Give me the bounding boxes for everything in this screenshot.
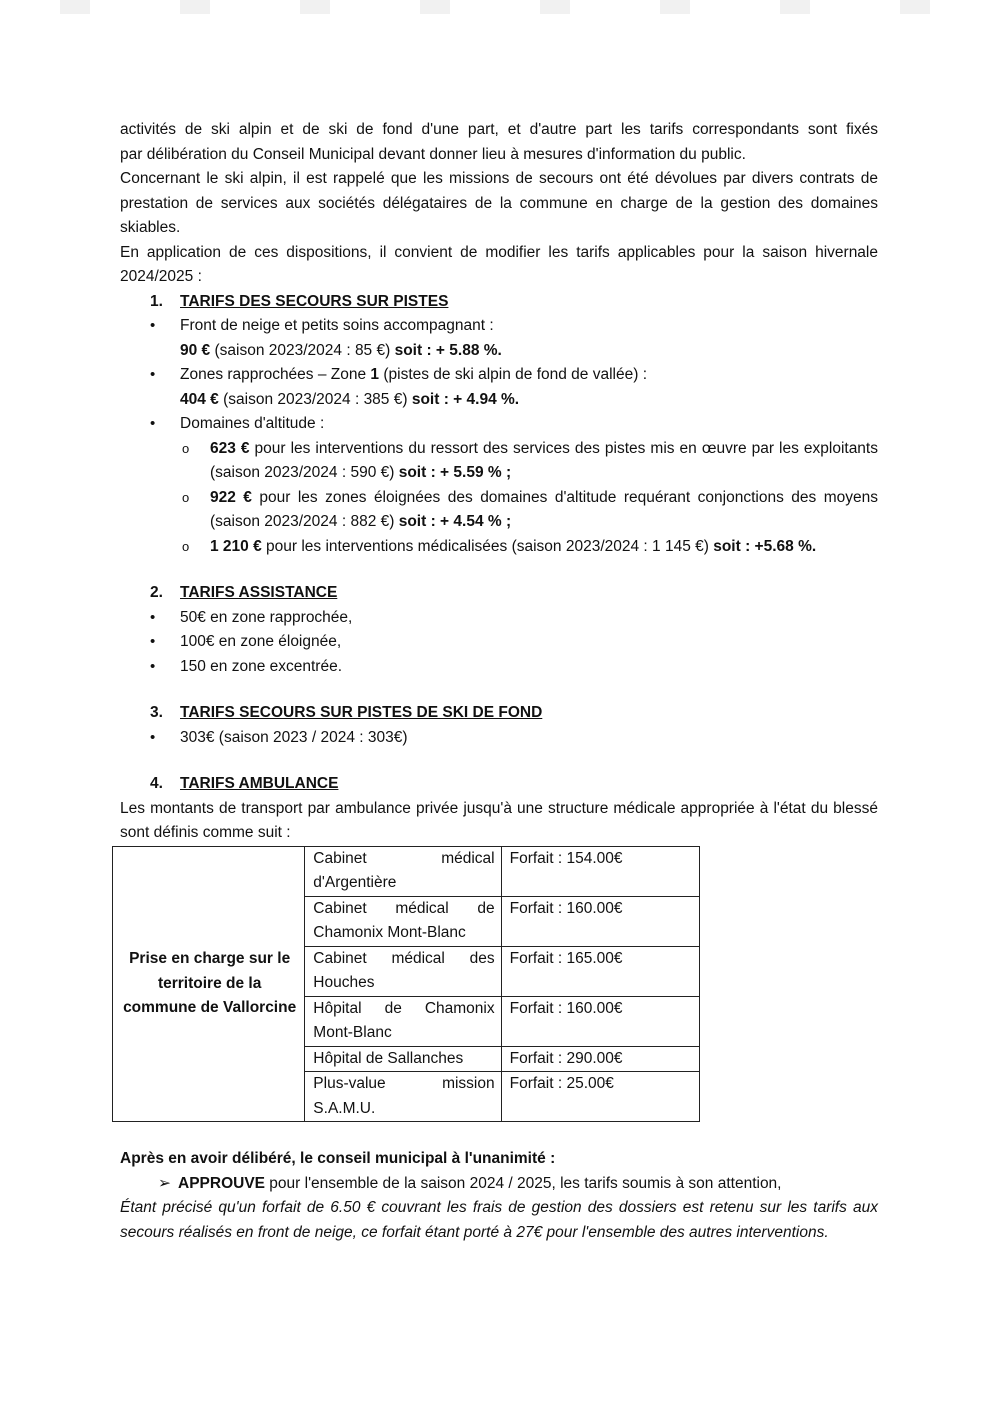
section-4-title: TARIFS AMBULANCE (180, 775, 339, 792)
item-label-suffix: (pistes de ski alpin de fond de vallée) : (379, 366, 648, 383)
table-cell-price: Forfait : 25.00€ (501, 1072, 699, 1122)
arrow-bullet-icon: ➢ (158, 1174, 171, 1192)
section-3-title: TARIFS SECOURS SUR PISTES DE SKI DE FOND (180, 704, 543, 721)
item-price: 404 € (180, 390, 219, 408)
approve-word: APPROUVE (178, 1174, 265, 1192)
table-cell-place: Hôpital de Sallanches (305, 1046, 501, 1072)
list-item (120, 412, 878, 437)
item-price: 623 € (210, 439, 250, 457)
item-text: pour les interventions médicalisées (saison 2023/2024 : 1 145 €) (261, 537, 714, 555)
section-1-title: TARIFS DES SECOURS SUR PISTES (180, 292, 449, 310)
item-previous: (saison 2023/2024 : 385 €) (218, 390, 412, 408)
intro-line-1: activités de ski alpin et de ski de fond d'une part, et d'autre part les tarifs correspondants sont fixés (120, 121, 878, 138)
sublist-item (120, 486, 878, 535)
item-price: 1 210 € (210, 537, 262, 555)
list-item (120, 363, 878, 412)
section-2-list (120, 606, 878, 680)
item-text: pour les zones éloignées des domaines d'altitude requérant conjonctions des moyens (saison 2023/2024 : 882 €) (210, 488, 878, 530)
table-cell-place: Hôpital de Chamonix Mont-Blanc (305, 996, 501, 1046)
item-label: • Front de neige et petits soins accompagnant : (180, 317, 494, 334)
list-item: • 50€ en zone rapprochée, (120, 606, 878, 631)
section-3-number: 3. (150, 704, 163, 721)
list-item: • 303€ (saison 2023 / 2024 : 303€) (120, 726, 878, 751)
sublist-item (120, 437, 878, 486)
list-item (120, 314, 878, 363)
table-cell-place: Plus-value mission S.A.M.U. (305, 1072, 501, 1122)
decision-heading: Après en avoir délibéré, le conseil municipal à l'unanimité : (120, 1150, 556, 1167)
decision-note: Étant précisé qu'un forfait de 6.50 € couvrant les frais de gestion des dossiers est retenu sur les tarifs aux secours réalisés en front de neige, ce forfait étant porté à 27€ pour l'ensemble des autres interventions. (120, 1199, 878, 1241)
approve-text: pour l'ensemble de la saison 2024 / 2025, les tarifs soumis à son attention, (265, 1174, 782, 1192)
item-change: soit : + 4.54 % ; (398, 513, 512, 530)
item-change: soit : + 4.94 %. (411, 390, 520, 408)
item-previous: (saison 2023/2024 : 85 €) (210, 341, 395, 359)
section-2-title: TARIFS ASSISTANCE (180, 584, 338, 601)
table-cell-price: Forfait : 160.00€ (501, 996, 699, 1046)
table-cell-place: Cabinet médical des Houches (305, 946, 501, 996)
item-label: Zones rapprochées – Zone (180, 366, 371, 383)
table-cell-price: Forfait : 165.00€ (501, 946, 699, 996)
zone-number: 1 (370, 366, 380, 383)
intro-paragraph-2: Concernant le ski alpin, il est rappelé que les missions de secours ont été dévolues par divers contrats de prestation de services aux sociétés délégataires de la commune en charge de la gestion des domaines skiables. (120, 170, 878, 236)
section-4-number: 4. (150, 775, 163, 792)
intro-paragraph-3: En application de ces dispositions, il convient de modifier les tarifs applicables pour la saison hivernale 2024/2025 : (120, 243, 878, 285)
section-2-heading (150, 581, 878, 606)
approval-line (120, 1172, 878, 1197)
table-row (113, 846, 700, 896)
table-cell-price: Forfait : 154.00€ (501, 846, 699, 896)
sublist-item (120, 535, 878, 560)
item-change: soit : +5.68 %. (713, 537, 817, 555)
document-body (120, 118, 878, 1245)
section-1-number: 1. (150, 292, 163, 310)
item-label: • Domaines d'altitude : (180, 415, 325, 432)
table-cell-place: Cabinet médical d'Argentière (305, 846, 501, 896)
table-cell-place: Cabinet médical de Chamonix Mont-Blanc (305, 896, 501, 946)
item-price: 90 € (180, 341, 211, 359)
section-4-heading (150, 772, 878, 797)
section-1-heading (150, 290, 878, 315)
altitude-sublist (120, 437, 878, 560)
table-cell-price: Forfait : 290.00€ (501, 1046, 699, 1072)
section-3-list (120, 726, 878, 751)
table-header-cell: Prise en charge sur le territoire de la commune de Vallorcine (113, 846, 305, 1122)
section-4-intro: Les montants de transport par ambulance privée jusqu'à une structure médicale appropriée à l'état du blessé sont définis comme suit : (120, 799, 878, 841)
list-item: • 100€ en zone éloignée, (120, 630, 878, 655)
item-change: soit : + 5.88 %. (394, 341, 502, 359)
item-price: 922 € (210, 488, 252, 506)
intro-line-2: par délibération du Conseil Municipal devant donner lieu à mesures d'information du public. (120, 145, 746, 163)
list-item: • 150 en zone excentrée. (120, 655, 878, 680)
section-1-list (120, 314, 878, 437)
scan-top-edge (0, 0, 1000, 14)
section-2-number: 2. (150, 584, 163, 601)
table-cell-price: Forfait : 160.00€ (501, 896, 699, 946)
ambulance-tariff-table (112, 846, 700, 1123)
item-change: soit : + 5.59 % ; (398, 464, 512, 481)
item-text: pour les interventions du ressort des services des pistes mis en œuvre par les exploitants (saison 2023/2024 : 590 €) (210, 439, 878, 481)
section-3-heading (150, 701, 878, 726)
